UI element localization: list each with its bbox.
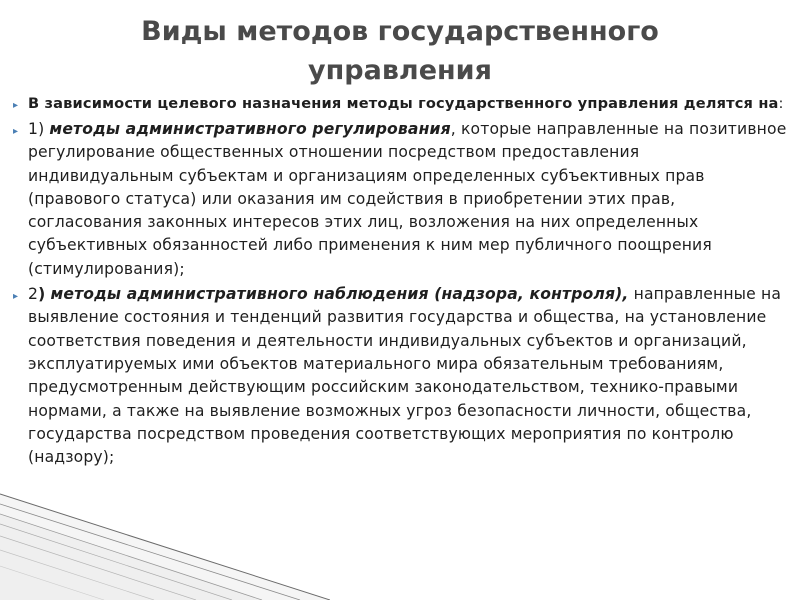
arrow-right-icon: ▸ xyxy=(13,126,19,137)
bullet-term: методы административного регулирования xyxy=(49,120,451,138)
bullet-item-supervision xyxy=(12,283,790,469)
bullet-tail-text: : xyxy=(778,95,784,112)
bullet-number: 1) xyxy=(28,120,45,138)
arrow-right-icon: ▸ xyxy=(13,291,19,303)
bullet-number-bracket: ) xyxy=(38,285,46,304)
decorative-corner-lines xyxy=(0,480,330,600)
bullet-body-text: направленные на выявление состояния и тенденций развития государства и общества, на установление соответствия поведения и деятельности индивидуальных субъектов и организаций, эксплуатируемых ими объектов материального мира обязательным требованиям, предусмотренным действующим российским законодательством, технико-правыми нормами, а также на выявление возможных угроз безопасности личности, общества, государства посредством проведения соответствующих мероприятия по контролю (надзору); xyxy=(28,285,782,467)
bullet-item-regulation xyxy=(12,118,790,281)
bullet-number: 2 xyxy=(28,285,39,304)
bullet-item-intro xyxy=(12,93,790,115)
slide-title: Виды методов государственного управления xyxy=(141,16,659,86)
bullet-term: методы административного наблюдения (надзора, контроля), xyxy=(50,285,629,304)
bullet-list xyxy=(12,93,790,469)
bullet-body-text: , которые направленные на позитивное регулирование общественных отношении посредством предоставления индивидуальным субъектам и организациям определенных субъективных прав (правового статуса) или оказания им содействия в приобретении этих прав, согласования законных интересов этих лиц, возложения на них определенных субъективных обязанностей либо применения к ним мер публичного поощрения (стимулирования); xyxy=(28,120,787,278)
bullet-lead-text: В зависимости целевого назначения методы государственного управления делятся на xyxy=(28,95,779,112)
arrow-right-icon: ▸ xyxy=(13,100,19,111)
